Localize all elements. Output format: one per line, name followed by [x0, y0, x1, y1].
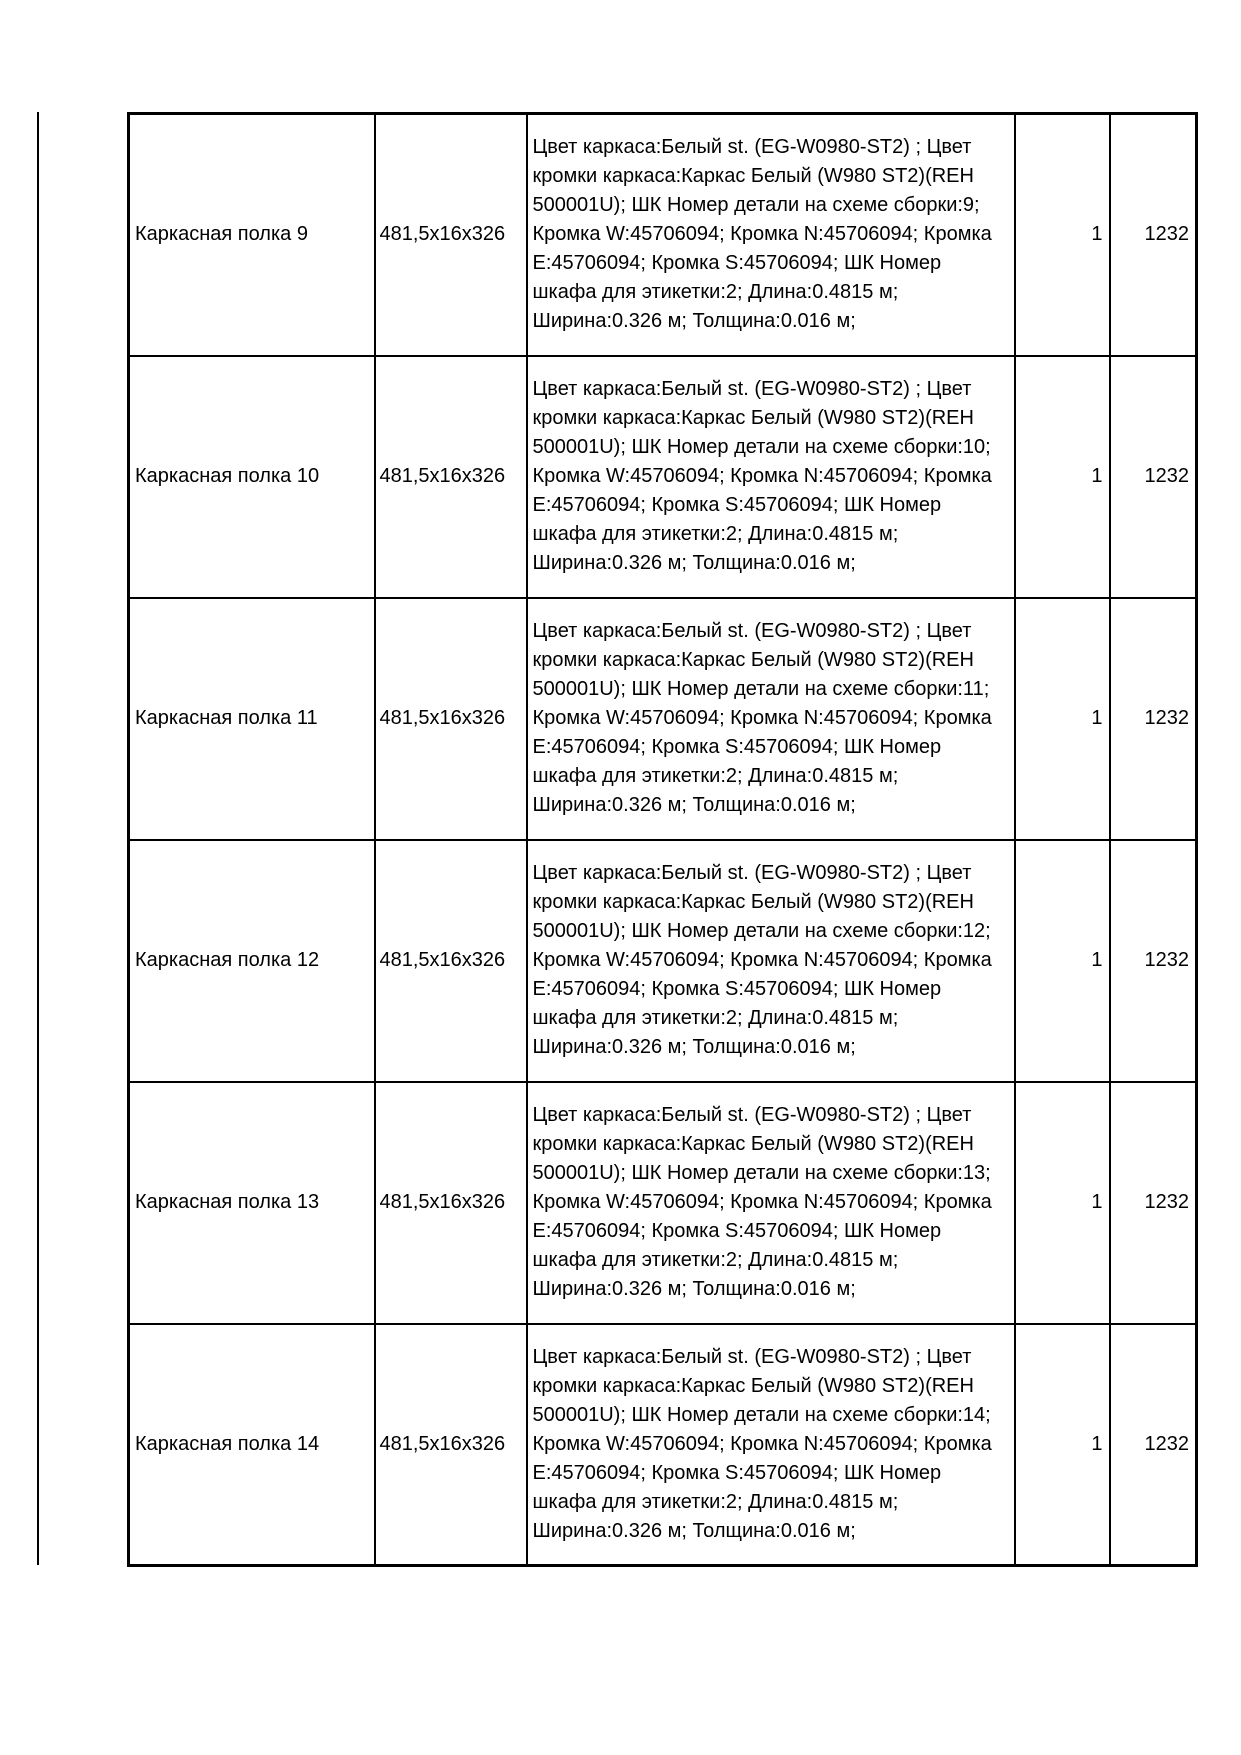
item-description: Цвет каркаса:Белый st. (EG-W0980-ST2) ; Цвет кромки каркаса:Каркас Белый (W980 ST2)(REH 500001U); ШК Номер детали на схеме сборки:9; Кромка W:45706094; Кромка N:45706094; Кромка E:45706094; Кромка S:45706094; ШК Номер шкафа для этикетки:2; Длина:0.4815 м; Ширина:0.326 м; Толщина:0.016 м;	[527, 114, 1015, 356]
item-name: Каркасная полка 11	[129, 598, 375, 840]
item-price: 1232	[1110, 1082, 1197, 1324]
table-row	[129, 598, 1197, 840]
item-description: Цвет каркаса:Белый st. (EG-W0980-ST2) ; Цвет кромки каркаса:Каркас Белый (W980 ST2)(REH 500001U); ШК Номер детали на схеме сборки:11; Кромка W:45706094; Кромка N:45706094; Кромка E:45706094; Кромка S:45706094; ШК Номер шкафа для этикетки:2; Длина:0.4815 м; Ширина:0.326 м; Толщина:0.016 м;	[527, 598, 1015, 840]
item-dimensions: 481,5x16x326	[375, 1082, 527, 1324]
item-quantity: 1	[1015, 598, 1110, 840]
item-dimensions: 481,5x16x326	[375, 1324, 527, 1566]
item-quantity: 1	[1015, 114, 1110, 356]
item-description: Цвет каркаса:Белый st. (EG-W0980-ST2) ; Цвет кромки каркаса:Каркас Белый (W980 ST2)(REH 500001U); ШК Номер детали на схеме сборки:12; Кромка W:45706094; Кромка N:45706094; Кромка E:45706094; Кромка S:45706094; ШК Номер шкафа для этикетки:2; Длина:0.4815 м; Ширина:0.326 м; Толщина:0.016 м;	[527, 840, 1015, 1082]
revision-change-bar	[37, 112, 39, 1565]
item-dimensions: 481,5x16x326	[375, 598, 527, 840]
item-price: 1232	[1110, 114, 1197, 356]
item-name: Каркасная полка 13	[129, 1082, 375, 1324]
item-name: Каркасная полка 9	[129, 114, 375, 356]
item-dimensions: 481,5x16x326	[375, 356, 527, 598]
item-name: Каркасная полка 14	[129, 1324, 375, 1566]
table-row	[129, 356, 1197, 598]
item-price: 1232	[1110, 840, 1197, 1082]
table-row	[129, 114, 1197, 356]
item-price: 1232	[1110, 1324, 1197, 1566]
item-price: 1232	[1110, 356, 1197, 598]
item-dimensions: 481,5x16x326	[375, 114, 527, 356]
item-name: Каркасная полка 10	[129, 356, 375, 598]
table-row	[129, 840, 1197, 1082]
item-description: Цвет каркаса:Белый st. (EG-W0980-ST2) ; Цвет кромки каркаса:Каркас Белый (W980 ST2)(REH 500001U); ШК Номер детали на схеме сборки:10; Кромка W:45706094; Кромка N:45706094; Кромка E:45706094; Кромка S:45706094; ШК Номер шкафа для этикетки:2; Длина:0.4815 м; Ширина:0.326 м; Толщина:0.016 м;	[527, 356, 1015, 598]
item-quantity: 1	[1015, 840, 1110, 1082]
item-quantity: 1	[1015, 356, 1110, 598]
item-quantity: 1	[1015, 1082, 1110, 1324]
item-name: Каркасная полка 12	[129, 840, 375, 1082]
item-price: 1232	[1110, 598, 1197, 840]
item-description: Цвет каркаса:Белый st. (EG-W0980-ST2) ; Цвет кромки каркаса:Каркас Белый (W980 ST2)(REH 500001U); ШК Номер детали на схеме сборки:13; Кромка W:45706094; Кромка N:45706094; Кромка E:45706094; Кромка S:45706094; ШК Номер шкафа для этикетки:2; Длина:0.4815 м; Ширина:0.326 м; Толщина:0.016 м;	[527, 1082, 1015, 1324]
table-row	[129, 1324, 1197, 1566]
item-dimensions: 481,5x16x326	[375, 840, 527, 1082]
item-quantity: 1	[1015, 1324, 1110, 1566]
spec-table	[127, 112, 1198, 1567]
table-row	[129, 1082, 1197, 1324]
item-description: Цвет каркаса:Белый st. (EG-W0980-ST2) ; Цвет кромки каркаса:Каркас Белый (W980 ST2)(REH 500001U); ШК Номер детали на схеме сборки:14; Кромка W:45706094; Кромка N:45706094; Кромка E:45706094; Кромка S:45706094; ШК Номер шкафа для этикетки:2; Длина:0.4815 м; Ширина:0.326 м; Толщина:0.016 м;	[527, 1324, 1015, 1566]
